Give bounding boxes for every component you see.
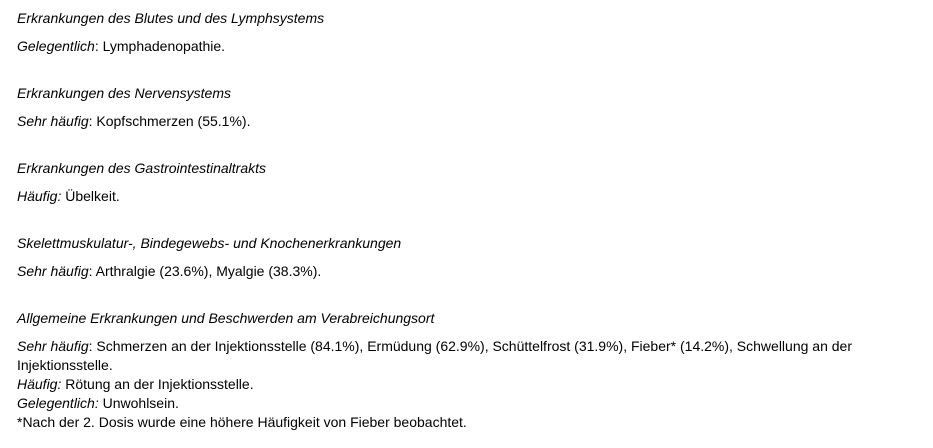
entry-text: : Schmerzen an der Injektionsstelle (84.1%), Ermüdung (62.9%), Schüttelfrost (31.9%), Fieber* (14.2%), Schwellung an der Injektionsstelle.	[17, 338, 852, 373]
section-blood-lymph	[17, 9, 919, 56]
frequency-label: Sehr häufig	[17, 338, 89, 354]
section-heading: Skelettmuskulatur-, Bindegewebs- und Knochenerkrankungen	[17, 235, 402, 251]
frequency-label: Häufig:	[17, 188, 62, 204]
entry-text: : Kopfschmerzen (55.1%).	[88, 113, 251, 129]
section-nervous-system	[17, 84, 919, 131]
drug-information-document	[17, 9, 919, 432]
entry-text: : Arthralgie (23.6%), Myalgie (38.3%).	[88, 263, 322, 279]
frequency-entry	[17, 37, 919, 56]
frequency-label: Häufig:	[17, 376, 62, 392]
frequency-entry	[17, 375, 919, 394]
frequency-label: Gelegentlich	[17, 38, 95, 54]
entry-text: : Lymphadenopathie.	[94, 38, 226, 54]
section-heading: Allgemeine Erkrankungen und Beschwerden am Verabreichungsort	[17, 310, 435, 326]
frequency-label: Sehr häufig	[17, 113, 89, 129]
entry-text: Rötung an der Injektionsstelle.	[61, 376, 254, 392]
section-musculoskeletal	[17, 234, 919, 281]
section-heading: Erkrankungen des Gastrointestinaltrakts	[17, 160, 267, 176]
section-heading: Erkrankungen des Nervensystems	[17, 85, 231, 101]
frequency-label: Gelegentlich:	[17, 395, 99, 411]
section-general-administration-site	[17, 309, 919, 432]
frequency-label: Sehr häufig	[17, 263, 89, 279]
entry-text: Unwohlsein.	[98, 395, 179, 411]
fever-footnote: *Nach der 2. Dosis wurde eine höhere Häufigkeit von Fieber beobachtet.	[17, 414, 467, 430]
frequency-entry	[17, 337, 919, 375]
frequency-entry	[17, 394, 919, 413]
section-heading: Erkrankungen des Blutes und des Lymphsystems	[17, 10, 325, 26]
entry-text: Übelkeit.	[61, 188, 120, 204]
frequency-entry	[17, 112, 919, 131]
frequency-entry	[17, 262, 919, 281]
frequency-entry	[17, 187, 919, 206]
section-gastrointestinal	[17, 159, 919, 206]
